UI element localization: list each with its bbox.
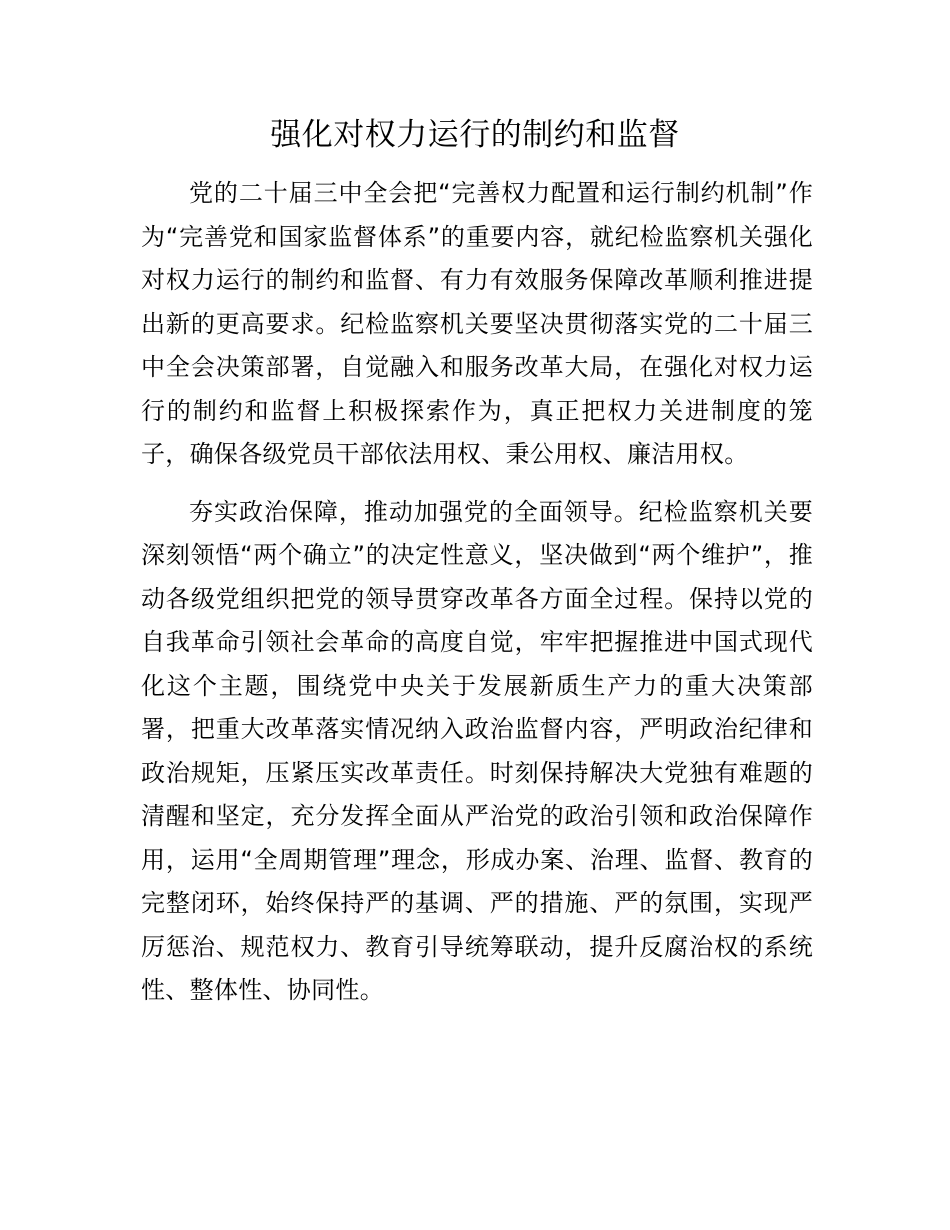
document-title: 强化对权力运行的制约和监督 — [270, 117, 680, 153]
paragraph-1: 党的二十届三中全会把“完善权力配置和运行制约机制”作为“完善党和国家监督体系”的重要内容，就纪检监察机关强化对权力运行的制约和监督、有力有效服务保障改革顺利推进提出新的更高要求。纪检监察机关要坚决贯彻落实党的二十届三中全会决策部署，自觉融入和服务改革大局，在强化对权力运行的制约和监督上积极探索作为，真正把权力关进制度的笼子，确保各级党员干部依法用权、秉公用权、廉洁用权。 — [141, 179, 813, 468]
document-body — [141, 172, 813, 1027]
paragraph-2: 夯实政治保障，推动加强党的全面领导。纪检监察机关要深刻领悟“两个确立”的决定性意义，坚决做到“两个维护”，推动各级党组织把党的领导贯穿改革各方面全过程。保持以党的自我革命引领社会革命的高度自觉，牢牢把握推进中国式现代化这个主题，围绕党中央关于发展新质生产力的重大决策部署，把重大改革落实情况纳入政治监督内容，严明政治纪律和政治规矩，压紧压实改革责任。时刻保持解决大党独有难题的清醒和坚定，充分发挥全面从严治党的政治引领和政治保障作用，运用“全周期管理”理念，形成办案、治理、监督、教育的完整闭环，始终保持严的基调、严的措施、严的氛围，实现严厉惩治、规范权力、教育引导统筹联动，提升反腐治权的系统性、整体性、协同性。 — [141, 497, 813, 1004]
